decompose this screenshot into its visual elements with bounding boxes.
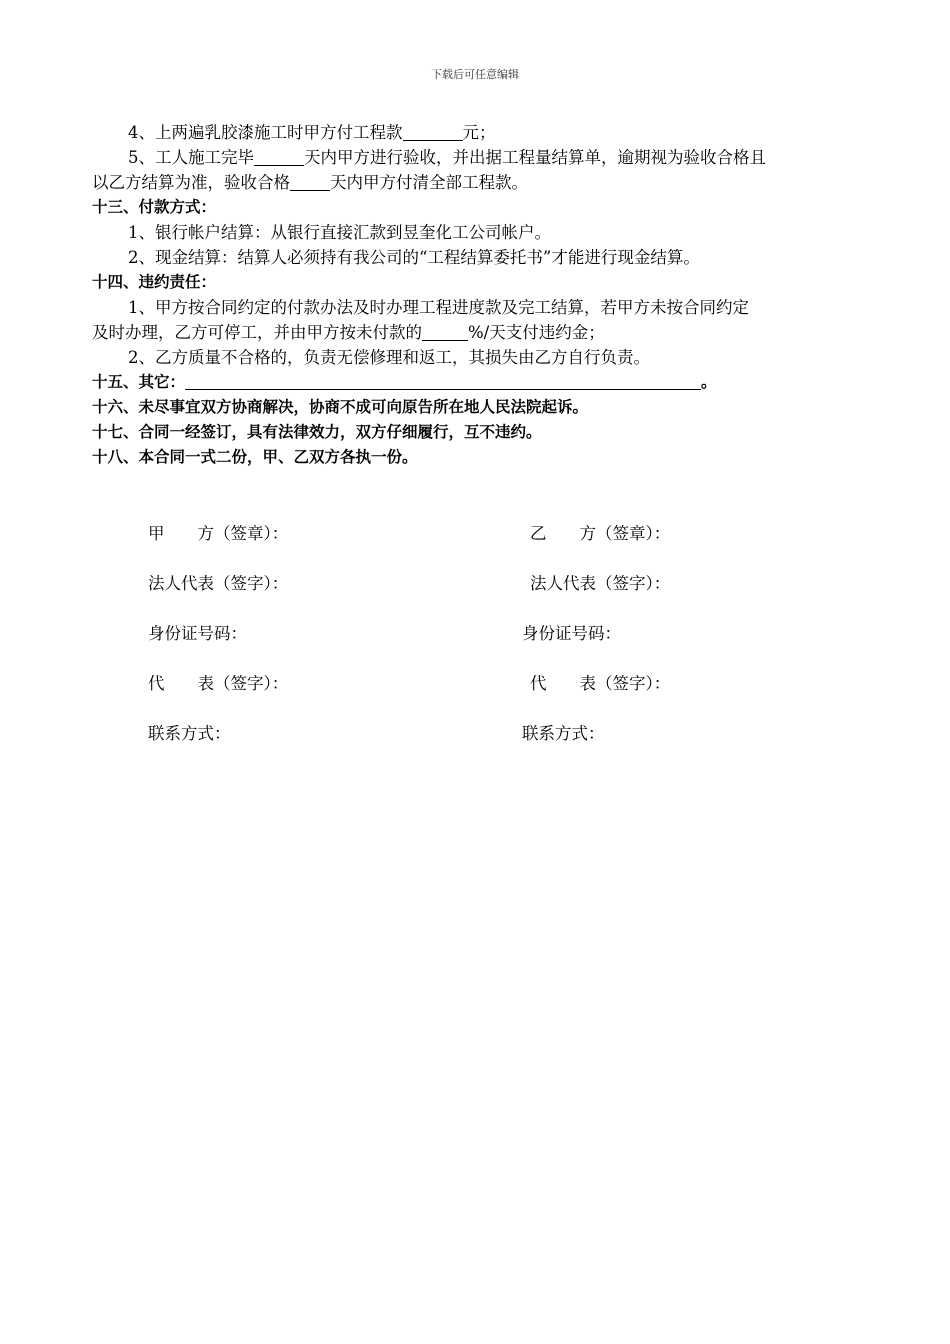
id-no-a-label: 身份证号码： (148, 624, 247, 643)
penalty-rate-blank (422, 322, 468, 341)
contract-body (92, 120, 862, 470)
section-15 (92, 370, 862, 395)
section-18: 十八、本合同一式二份，甲、乙双方各执一份。 (92, 448, 418, 466)
section-14-item-1: 1、甲方按合同约定的付款办法及时办理工程进度款及完工结算，若甲方未按合同约定 (128, 298, 749, 317)
other-terms-blank (185, 371, 701, 390)
clause-4 (92, 120, 862, 145)
rep-a-label: 代 表（签字）： (148, 674, 289, 693)
section-14-item-1-rate: %/天支付违约金； (468, 323, 605, 342)
clause-5-text-cont: 天内甲方进行验收，并出据工程量结算单，逾期视为验收合格且 (304, 148, 766, 167)
clause-5-line-2 (92, 170, 862, 195)
acceptance-days-blank (254, 147, 304, 166)
section-13-item-1: 1、银行帐户结算：从银行直接汇款到昱奎化工公司帐户。 (128, 223, 551, 242)
section-14-title: 十四、违约责任： (92, 273, 217, 291)
clause-5b-text: 以乙方结算为准，验收合格 (92, 173, 290, 192)
contact-b-label: 联系方式： (522, 724, 605, 743)
clause-4-text: 4、上两遍乳胶漆施工时甲方付工程款 (128, 123, 403, 142)
clause-5-text: 5、工人施工完毕 (128, 148, 254, 167)
id-no-b-label: 身份证号码： (522, 624, 621, 643)
clause-5 (92, 145, 862, 170)
legal-rep-b-label: 法人代表（签字）： (530, 574, 671, 593)
section-16: 十六、未尽事宜双方协商解决，协商不成可向原告所在地人民法院起诉。 (92, 398, 589, 416)
section-14-item-1-cont (92, 320, 862, 345)
section-15-end: 。 (701, 373, 717, 391)
contact-a-label: 联系方式： (148, 724, 231, 743)
section-13-title: 十三、付款方式： (92, 198, 217, 216)
party-a-seal-label: 甲 方（签章）： (148, 524, 289, 543)
header-note: 下载后可任意编辑 (431, 68, 519, 81)
section-14-item-2: 2、乙方质量不合格的，负责无偿修理和返工，其损失由乙方自行负责。 (128, 348, 650, 367)
legal-rep-a-label: 法人代表（签字）： (148, 574, 289, 593)
section-13-item-2: 2、现金结算：结算人必须持有我公司的“工程结算委托书”才能进行现金结算。 (128, 248, 700, 267)
payment-amount-blank (403, 122, 463, 141)
section-17: 十七、合同一经签订，具有法律效力，双方仔细履行，互不违约。 (92, 423, 542, 441)
party-b-seal-label: 乙 方（签章）： (530, 524, 671, 543)
rep-b-label: 代 表（签字）： (530, 674, 671, 693)
section-14-item-1-text: 及时办理，乙方可停工，并由甲方按未付款的 (92, 323, 422, 342)
clause-4-unit: 元； (462, 123, 496, 142)
section-15-title: 十五、其它： (92, 373, 186, 391)
clause-5b-text-cont: 天内甲方付清全部工程款。 (330, 173, 528, 192)
final-payment-days-blank (290, 172, 330, 191)
